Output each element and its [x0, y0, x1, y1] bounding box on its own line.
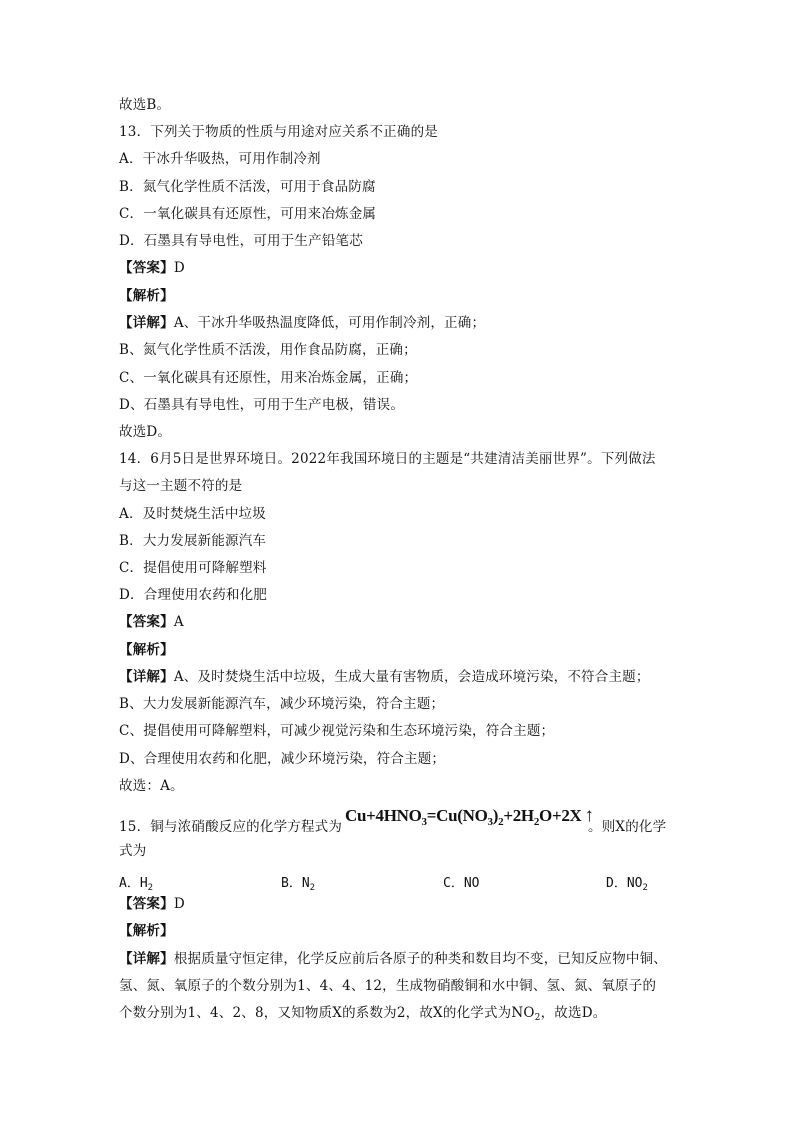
q15-option-a: [119, 872, 153, 893]
eq-sub: 3: [487, 816, 493, 828]
detail-text: A、及时焚烧生活中垃圾，生成大量有害物质，会造成环境污染，不符合主题；: [173, 669, 650, 685]
eq-part: =Cu(NO: [426, 806, 488, 825]
q15-answer: [119, 895, 185, 913]
answer-tag: 【答案】: [119, 614, 174, 630]
detail-text-end: ，故选D。: [540, 1005, 607, 1021]
option-sub: 2: [147, 883, 154, 893]
q14-analysis-heading: 【解析】: [119, 642, 174, 658]
question-15-stem-pre: 15．铜与浓硝酸反应的化学方程式为: [119, 819, 343, 835]
q15-analysis-heading: 【解析】: [119, 923, 174, 939]
q14-option-d: D．合理使用农药和化肥: [119, 587, 268, 603]
answer-value: D: [173, 896, 185, 912]
q13-option-d: D．石墨具有导电性，可用于生产铅笔芯: [119, 233, 363, 249]
eq-sub: 2: [498, 816, 504, 828]
option-label: B．N: [281, 876, 310, 891]
q13-option-c: C．一氧化碳具有还原性，可用来冶炼金属: [119, 206, 377, 222]
question-15-stem-post: 。则X的化学: [588, 819, 667, 835]
eq-part: Cu+4HNO: [345, 806, 422, 825]
q15-option-d: [606, 872, 648, 893]
q13-detail-4: D、石墨具有导电性，可用于生产电极，错误。: [119, 397, 405, 413]
q15-detail-3: [119, 1004, 606, 1027]
eq-sub: 3: [421, 816, 427, 828]
option-label: C．NO: [443, 876, 480, 891]
q14-answer: [119, 613, 184, 631]
answer-value: D: [173, 260, 185, 276]
q13-option-b: B．氮气化学性质不活泼，可用于食品防腐: [119, 179, 376, 195]
detail-text: A、干冰升华吸热温度降低，可用作制冷剂，正确；: [173, 315, 486, 331]
q14-option-c: C．提倡使用可降解塑料: [119, 560, 267, 576]
detail-tag: 【详解】: [119, 669, 174, 685]
eq-sub: 2: [533, 816, 540, 828]
q14-option-a: A．及时焚烧生活中垃圾: [119, 506, 266, 522]
answer-value: A: [173, 614, 184, 630]
detail-tag: 【详解】: [119, 951, 174, 967]
q15-detail-1: [119, 950, 667, 968]
q14-conclusion: 故选：A。: [119, 778, 184, 794]
answer-tag: 【答案】: [119, 896, 174, 912]
question-14-stem-2: 与这一主题不符的是: [119, 478, 243, 494]
option-sub: 2: [309, 883, 316, 893]
q13-analysis-heading: 【解析】: [119, 288, 174, 304]
q13-detail-3: C、一氧化碳具有还原性，用来冶炼金属，正确；: [119, 370, 418, 386]
detail-tag: 【详解】: [119, 315, 174, 331]
eq-part: O+2X: [539, 806, 582, 825]
q13-detail-1: [119, 314, 485, 332]
q15-option-b: [281, 872, 315, 893]
q15-detail-2: 氢、氮、氧原子的个数分别为1、4、4、12，生成物硝酸铜和水中铜、氢、氮、氧原子的: [119, 978, 657, 994]
option-label: D．NO: [606, 876, 643, 891]
chemical-equation: [345, 805, 594, 828]
answer-tag: 【答案】: [119, 260, 174, 276]
detail-text: 根据质量守恒定律，化学反应前后各原子的种类和数目均不变，已知反应物中铜、: [173, 951, 668, 967]
detail-text: 个数分别为1、4、2、8，又知物质X的系数为2，故X的化学式为NO: [119, 1005, 535, 1021]
q14-option-b: B．大力发展新能源汽车: [119, 533, 267, 549]
eq-part: ): [492, 806, 499, 825]
q14-detail-3: C、提倡使用可降解塑料，可减少视觉污染和生态环境污染，符合主题；: [119, 723, 555, 739]
q13-conclusion: 故选D。: [119, 424, 172, 440]
q14-detail-4: D、合理使用农药和化肥，减少环境污染，符合主题；: [119, 751, 446, 767]
question-14-stem: 14．6月5日是世界环境日。2022年我国环境日的主题是“共建清洁美丽世界”。下列做法: [119, 451, 656, 467]
option-sub: 2: [642, 883, 648, 893]
option-label: A．H: [119, 876, 148, 891]
q13-detail-2: B、氮气化学性质不活泼，用作食品防腐，正确；: [119, 342, 417, 358]
answer-line: 故选B。: [119, 97, 171, 113]
q13-option-a: A．干冰升华吸热，可用作制冷剂: [119, 151, 321, 167]
q14-detail-2: B、大力发展新能源汽车，减少环境污染，符合主题；: [119, 696, 445, 712]
question-15-stem-2: 式为: [119, 843, 147, 859]
q15-option-c: [443, 872, 479, 893]
q14-detail-1: [119, 668, 650, 686]
detail-subscript: 2: [534, 1013, 541, 1023]
gas-arrow-icon: ↑: [584, 805, 594, 826]
q13-answer: [119, 259, 185, 277]
question-13-stem: 13．下列关于物质的性质与用途对应关系不正确的是: [119, 124, 438, 140]
eq-part: +2H: [503, 806, 534, 825]
